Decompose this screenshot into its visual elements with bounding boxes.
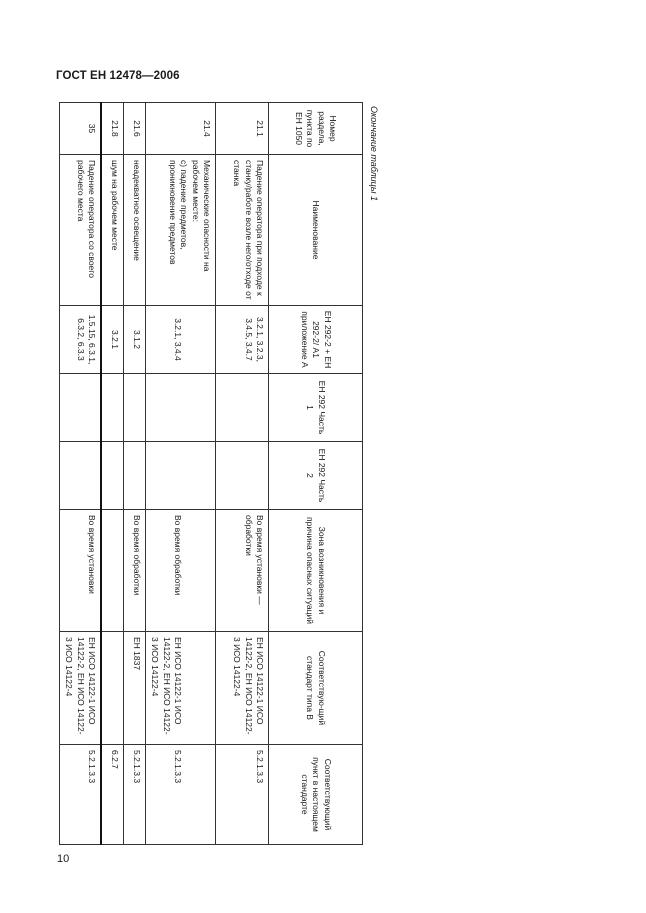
cell-type-b: ЕН ИСО 14122-1 ИСО 14122-2, ЕН ИСО 14122-3 ИСО 14122-4 <box>145 632 215 745</box>
cell-name: неадекватное освещение <box>123 155 145 306</box>
cell-part2 <box>59 442 101 510</box>
cell-clause: 5.2.1.3.3 <box>145 745 215 845</box>
cell-name <box>145 155 215 306</box>
cell-name-subitem: с) падение предметов, проникновение предметов <box>167 160 190 265</box>
cell-annex-a: 3.1.2 <box>123 306 145 374</box>
cell-part1 <box>216 374 269 442</box>
cell-clause: 6.2.7 <box>101 745 123 845</box>
cell-part1 <box>59 374 101 442</box>
table-row <box>59 103 101 845</box>
page-number: 10 <box>57 853 70 865</box>
cell-part1 <box>101 374 123 442</box>
cell-type-b: ЕН ИСО 14122-1 ИСО 14122-2, ЕН ИСО 14122-3 ИСО 14122-4 <box>59 632 101 745</box>
cell-zone: Во время установки — обработки <box>216 510 269 632</box>
cell-annex-a: 1.5.15, 6.3.1, 6.3.2, 6.3.3 <box>59 306 101 374</box>
table-row <box>123 103 145 845</box>
col-header-part2: ЕН 292 Часть 2 <box>269 442 363 510</box>
cell-part2 <box>101 442 123 510</box>
cell-number: 35 <box>59 103 101 155</box>
table-header-row <box>269 103 363 845</box>
cell-number: 21.6 <box>123 103 145 155</box>
hazards-table <box>59 102 363 845</box>
col-header-annex-a: ЕН 292-2 + ЕН 292-2/ А1 приложение А <box>269 306 363 374</box>
cell-part2 <box>145 442 215 510</box>
cell-number: 21.4 <box>145 103 215 155</box>
col-header-part1: ЕН 292 Часть 1 <box>269 374 363 442</box>
cell-name: Падение оператора при подходе к станку/работе возле него/отходе от станка <box>216 155 269 306</box>
table-row <box>216 103 269 845</box>
cell-part1 <box>145 374 215 442</box>
cell-name-line: Механические опасности на рабочем месте: <box>190 160 212 272</box>
cell-number: 21.1 <box>216 103 269 155</box>
cell-clause: 5.2.1.3.3 <box>123 745 145 845</box>
cell-annex-a: 3.2.1, 3.2.3, 3.4.5, 3.4.7 <box>216 306 269 374</box>
cell-part2 <box>123 442 145 510</box>
cell-type-b <box>101 632 123 745</box>
col-header-type-b: Соответствую-щий стандарт типа В <box>269 632 363 745</box>
cell-type-b: ЕН 1837 <box>123 632 145 745</box>
col-header-zone: Зона возникновения и причина опасных ситуаций <box>269 510 363 632</box>
cell-clause: 5.2.1.3.3 <box>216 745 269 845</box>
cell-annex-a: 3.2.1 <box>101 306 123 374</box>
col-header-name: Наименование <box>269 155 363 306</box>
cell-zone: Во время обработки <box>123 510 145 632</box>
cell-type-b: ЕН ИСО 14122-1 ИСО 14122-2, ЕН ИСО 14122-3 ИСО 14122-4 <box>216 632 269 745</box>
table-caption: Окончание таблицы 1 <box>369 106 379 201</box>
col-header-number: Номер раздела, пункта по ЕН 1050 <box>269 103 363 155</box>
cell-annex-a: 3.2.1, 3.4.4 <box>145 306 215 374</box>
cell-number: 21.8 <box>101 103 123 155</box>
col-header-clause: Соответствующий пункт в настоящем стандарте <box>269 745 363 845</box>
table-row <box>145 103 215 845</box>
cell-clause: 5.2.1.3.3 <box>59 745 101 845</box>
landscape-page <box>64 102 381 844</box>
document-header: ГОСТ ЕН 12478—2006 <box>56 70 180 82</box>
cell-part1 <box>123 374 145 442</box>
cell-zone: Во время установки <box>59 510 101 632</box>
cell-name: шум на рабочем месте <box>101 155 123 306</box>
cell-part2 <box>216 442 269 510</box>
cell-name: Падение оператора со своего рабочего места <box>59 155 101 306</box>
cell-zone <box>101 510 123 632</box>
cell-zone: Во время обработки <box>145 510 215 632</box>
table-row <box>101 103 123 845</box>
